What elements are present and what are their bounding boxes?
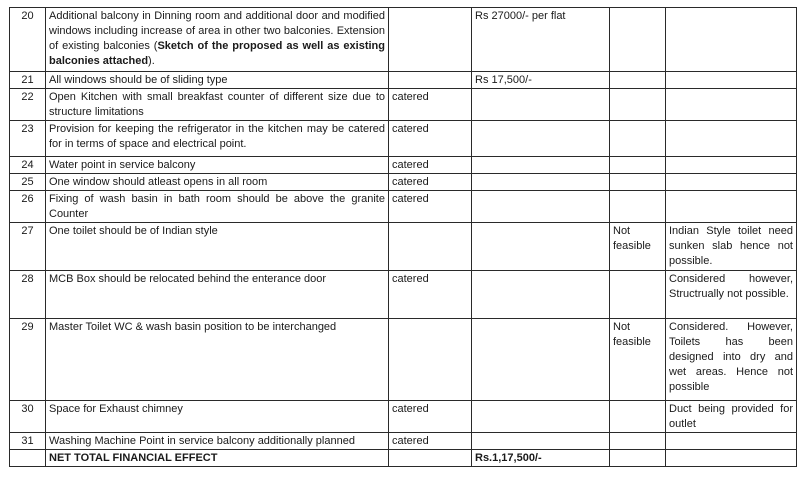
row-description: One toilet should be of Indian style bbox=[46, 223, 389, 271]
table-row bbox=[10, 157, 797, 174]
row-feasibility bbox=[610, 174, 666, 191]
row-cost bbox=[472, 121, 610, 157]
row-status: catered bbox=[389, 191, 472, 223]
row-feasibility bbox=[610, 401, 666, 433]
row-cost bbox=[472, 89, 610, 121]
row-cost bbox=[472, 223, 610, 271]
row-remarks: Considered however, Structrually not possible. bbox=[666, 271, 797, 319]
table-row bbox=[10, 401, 797, 433]
row-feasibility bbox=[610, 8, 666, 72]
total-feasibility-cell bbox=[610, 450, 666, 467]
row-cost bbox=[472, 157, 610, 174]
table-row bbox=[10, 174, 797, 191]
description-text: Additional balcony in Dinning room and additional door and modified windows including increase of area in other two balconies. Extension of existing balconies ( bbox=[49, 10, 385, 52]
total-label: NET TOTAL FINANCIAL EFFECT bbox=[46, 450, 389, 467]
row-cost bbox=[472, 271, 610, 319]
row-status: catered bbox=[389, 121, 472, 157]
row-description: Water point in service balcony bbox=[46, 157, 389, 174]
row-remarks bbox=[666, 89, 797, 121]
table-row bbox=[10, 271, 797, 319]
row-cost bbox=[472, 174, 610, 191]
row-number: 27 bbox=[10, 223, 46, 271]
row-status: catered bbox=[389, 271, 472, 319]
row-remarks: Indian Style toilet need sunken slab hence not possible. bbox=[666, 223, 797, 271]
row-number: 25 bbox=[10, 174, 46, 191]
row-status: catered bbox=[389, 174, 472, 191]
row-description: MCB Box should be relocated behind the enterance door bbox=[46, 271, 389, 319]
row-number: 22 bbox=[10, 89, 46, 121]
row-feasibility bbox=[610, 191, 666, 223]
row-cost bbox=[472, 319, 610, 401]
row-description: Fixing of wash basin in bath room should be above the granite Counter bbox=[46, 191, 389, 223]
row-remarks: Considered. However, Toilets has been designed into dry and wet areas. Hence not possible bbox=[666, 319, 797, 401]
row-number: 23 bbox=[10, 121, 46, 157]
total-remarks-cell bbox=[666, 450, 797, 467]
row-description: Space for Exhaust chimney bbox=[46, 401, 389, 433]
table-row bbox=[10, 89, 797, 121]
row-remarks bbox=[666, 121, 797, 157]
table-row bbox=[10, 433, 797, 450]
row-number: 24 bbox=[10, 157, 46, 174]
row-feasibility bbox=[610, 433, 666, 450]
row-status: catered bbox=[389, 401, 472, 433]
row-feasibility: Not feasible bbox=[610, 223, 666, 271]
row-number: 26 bbox=[10, 191, 46, 223]
row-feasibility bbox=[610, 121, 666, 157]
row-remarks bbox=[666, 157, 797, 174]
row-feasibility bbox=[610, 72, 666, 89]
row-number: 31 bbox=[10, 433, 46, 450]
table-row bbox=[10, 223, 797, 271]
table-row bbox=[10, 319, 797, 401]
total-status-cell bbox=[389, 450, 472, 467]
row-remarks bbox=[666, 174, 797, 191]
row-description: Open Kitchen with small breakfast counter of different size due to structure limitations bbox=[46, 89, 389, 121]
row-cost: Rs 27000/- per flat bbox=[472, 8, 610, 72]
row-cost bbox=[472, 191, 610, 223]
row-status: catered bbox=[389, 433, 472, 450]
row-status: catered bbox=[389, 89, 472, 121]
row-remarks bbox=[666, 8, 797, 72]
total-number-cell bbox=[10, 450, 46, 467]
row-description: Provision for keeping the refrigerator in the kitchen may be catered for in terms of space and electrical point. bbox=[46, 121, 389, 157]
row-status bbox=[389, 223, 472, 271]
row-remarks: Duct being provided for outlet bbox=[666, 401, 797, 433]
row-number: 28 bbox=[10, 271, 46, 319]
row-status bbox=[389, 8, 472, 72]
row-cost: Rs 17,500/- bbox=[472, 72, 610, 89]
row-remarks bbox=[666, 191, 797, 223]
row-remarks bbox=[666, 433, 797, 450]
row-cost bbox=[472, 401, 610, 433]
table-row bbox=[10, 8, 797, 72]
table-row bbox=[10, 121, 797, 157]
row-description: All windows should be of sliding type bbox=[46, 72, 389, 89]
row-feasibility bbox=[610, 271, 666, 319]
row-status bbox=[389, 72, 472, 89]
row-description: One window should atleast opens in all room bbox=[46, 174, 389, 191]
table-row bbox=[10, 72, 797, 89]
row-cost bbox=[472, 433, 610, 450]
description-bold-text: Sketch of the proposed as well as existing balconies attached bbox=[49, 40, 385, 67]
row-description: Master Toilet WC & wash basin position to be interchanged bbox=[46, 319, 389, 401]
row-remarks bbox=[666, 72, 797, 89]
total-cost: Rs.1,17,500/- bbox=[472, 450, 610, 467]
row-feasibility: Not feasible bbox=[610, 319, 666, 401]
description-text-end: ). bbox=[148, 55, 155, 67]
row-status bbox=[389, 319, 472, 401]
row-number: 20 bbox=[10, 8, 46, 72]
row-description bbox=[46, 8, 389, 72]
row-number: 29 bbox=[10, 319, 46, 401]
row-status: catered bbox=[389, 157, 472, 174]
row-description: Washing Machine Point in service balcony additionally planned bbox=[46, 433, 389, 450]
row-number: 30 bbox=[10, 401, 46, 433]
total-row bbox=[10, 450, 797, 467]
financial-effect-table bbox=[9, 7, 797, 467]
row-feasibility bbox=[610, 89, 666, 121]
table-row bbox=[10, 191, 797, 223]
row-feasibility bbox=[610, 157, 666, 174]
row-number: 21 bbox=[10, 72, 46, 89]
